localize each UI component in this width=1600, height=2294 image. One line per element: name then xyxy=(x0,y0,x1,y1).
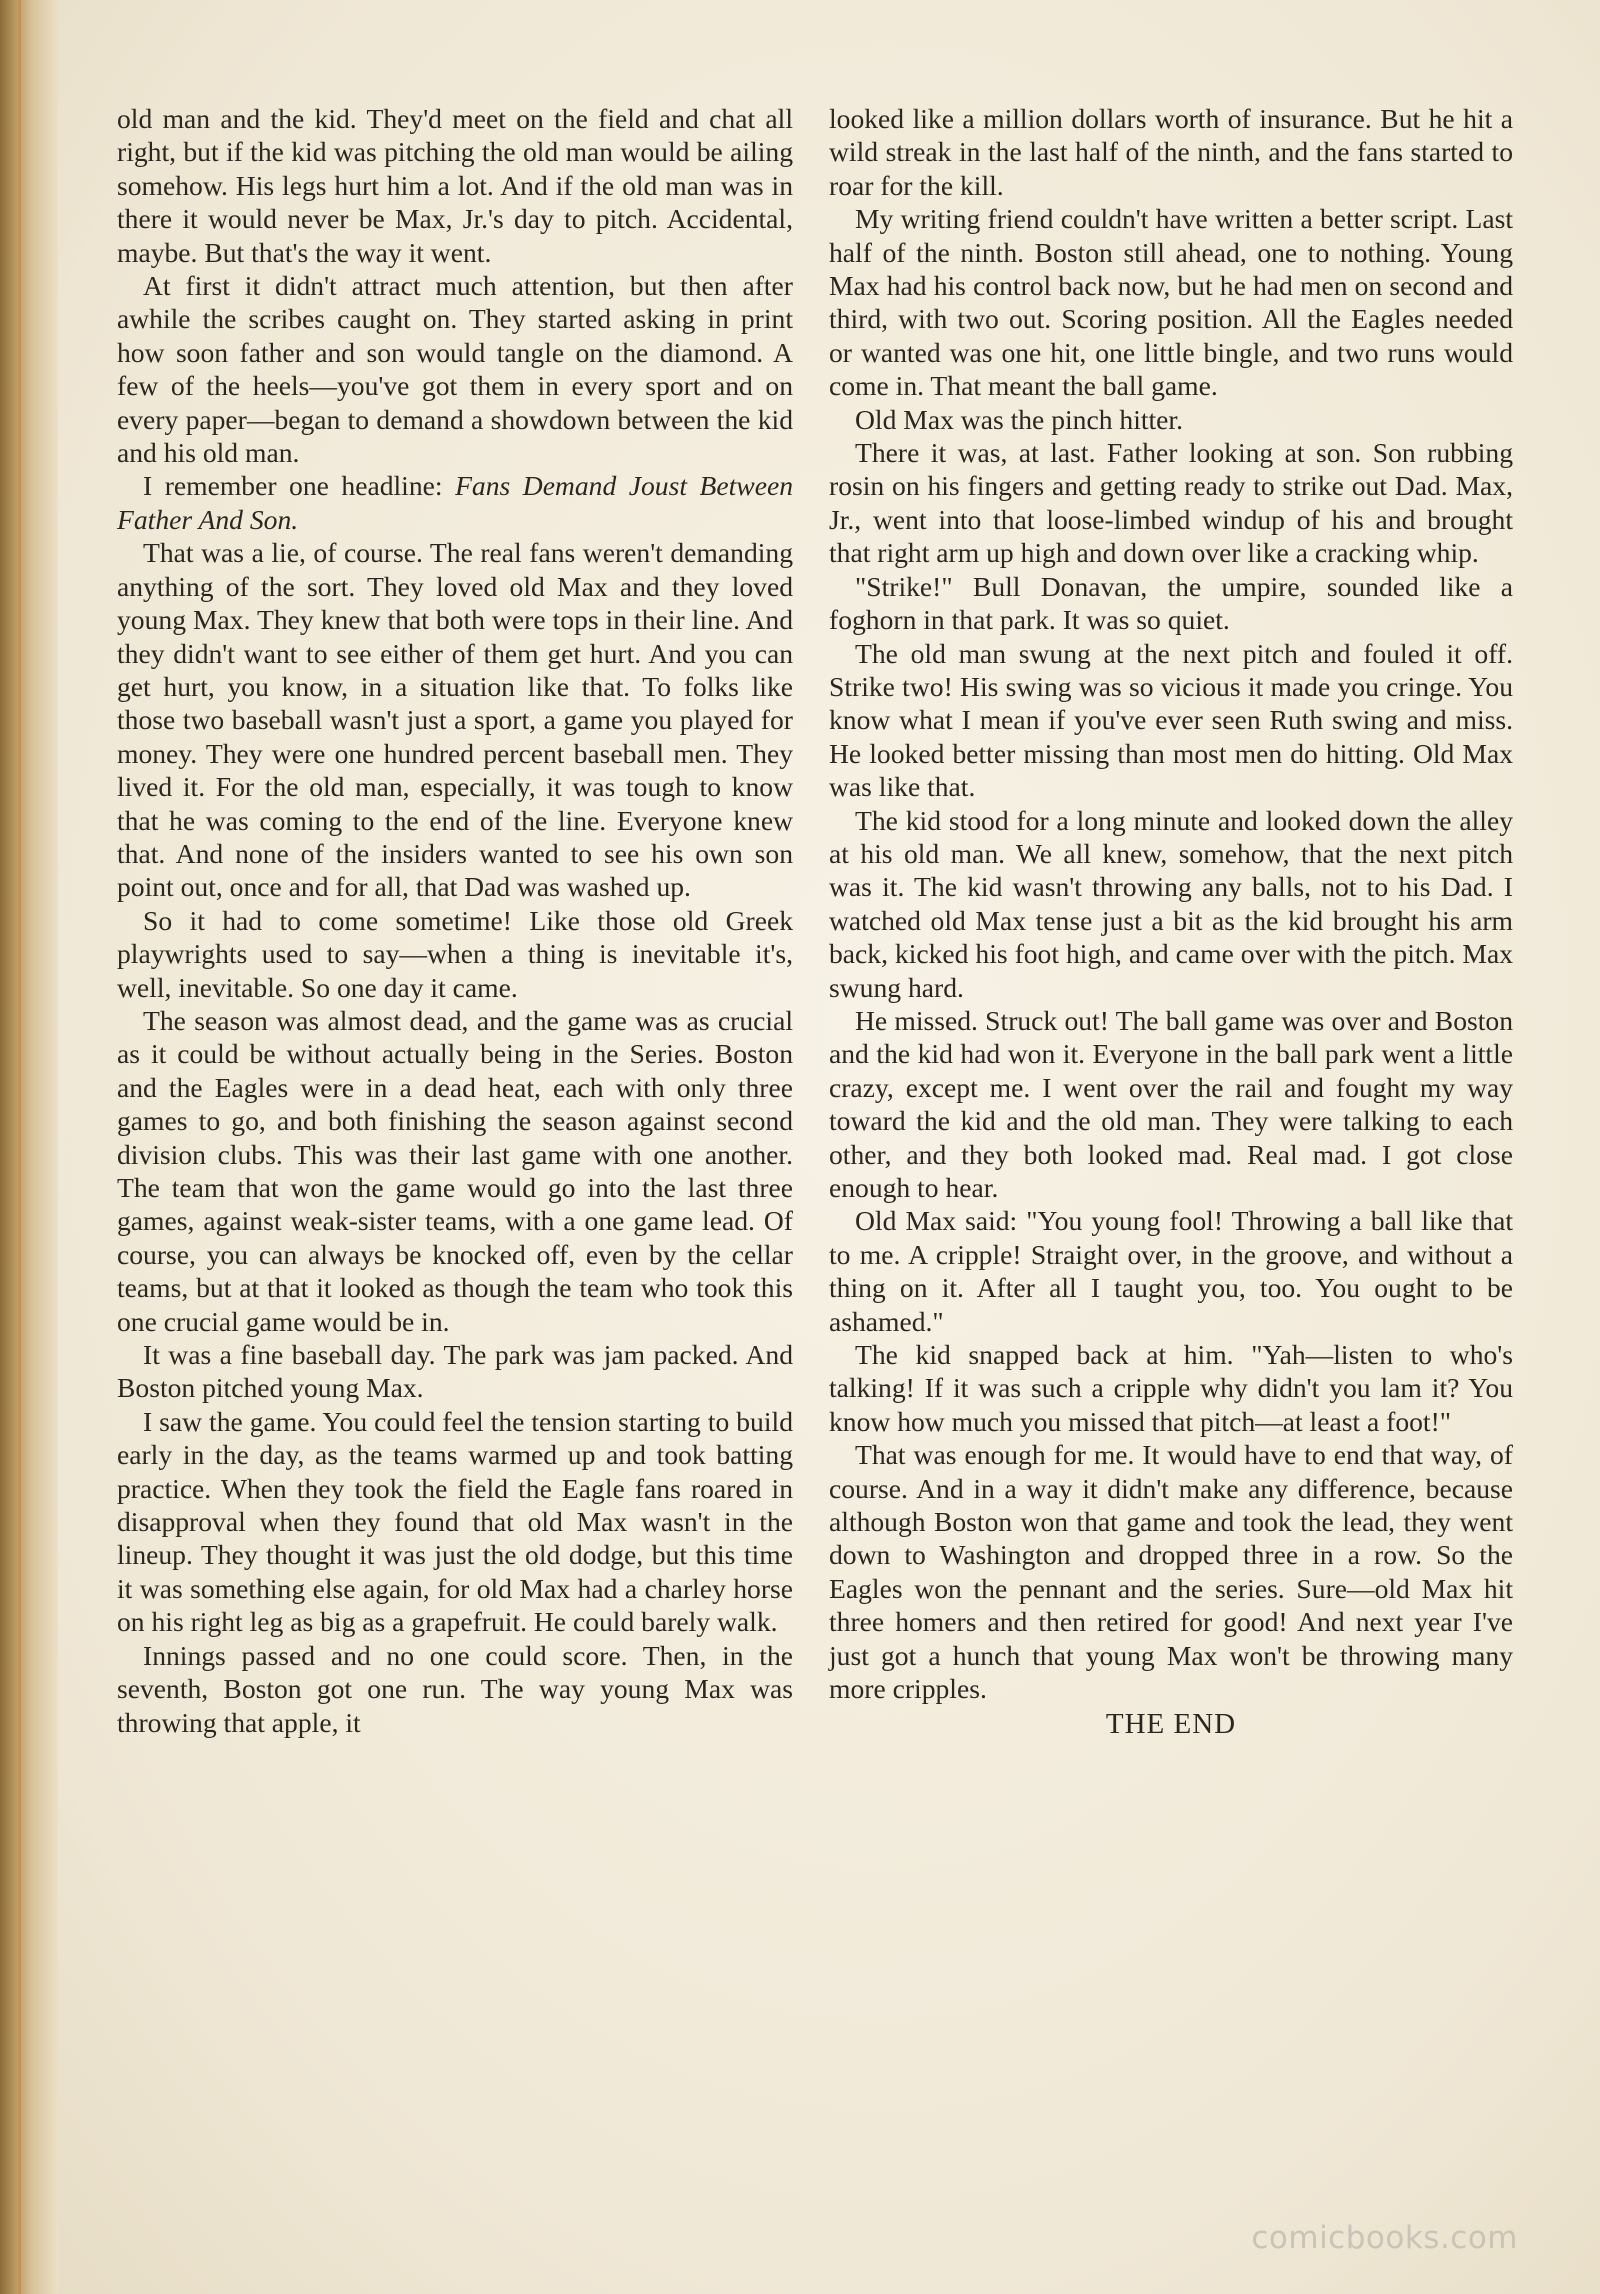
quoted-headline: Fans Demand Joust Between Father And Son. xyxy=(117,470,793,535)
paragraph: old man and the kid. They'd meet on the field and chat all right, but if the kid was pitching the old man would be ailing somehow. His legs hurt him a lot. And if the old man was in there it would never be Max, Jr.'s day to pitch. Accidental, maybe. But that's the way it went. xyxy=(117,103,793,268)
paragraph: He missed. Struck out! The ball game was over and Boston and the kid had won it. Everyone in the ball park went a little crazy, except me. I went over the rail and fought my way toward the kid and the old man. They were talking to each other, and they both looked mad. Real mad. I got close enough to hear. xyxy=(829,1004,1513,1203)
spine-crease xyxy=(18,0,21,2294)
headline-paragraph xyxy=(117,469,793,536)
paragraph: "Strike!" Bull Donavan, the umpire, sounded like a foghorn in that park. It was so quiet. xyxy=(829,570,1513,636)
paragraph: looked like a million dollars worth of insurance. But he hit a wild streak in the last half of the ninth, and the fans started to roar for the kill. xyxy=(829,103,1513,201)
paragraph: Innings passed and no one could score. Then, in the seventh, Boston got one run. The way young Max was throwing that apple, it xyxy=(117,1639,793,1738)
paragraph: My writing friend couldn't have written a better script. Last half of the ninth. Boston still ahead, one to nothing. Young Max had his control back now, but he had men on second and third, with two out. Scoring position. All the Eagles needed or wanted was one hit, one little bingle, and two runs would come in. That meant the ball game. xyxy=(829,203,1513,402)
paragraph: At first it didn't attract much attention, but then after awhile the scribes caught on. They started asking in print how soon father and son would tangle on the diamond. A few of the heels—you've got them in every sport and on every paper—began to demand a showdown between the kid and his old man. xyxy=(117,270,793,469)
paragraph: Old Max said: "You young fool! Throwing a ball like that to me. A cripple! Straight over, in the groove, and without a thing on it. After all I taught you, too. You ought to be ashamed." xyxy=(829,1205,1513,1337)
site-watermark: comicbooks.com xyxy=(1251,2220,1518,2256)
paragraph: There it was, at last. Father looking at son. Son rubbing rosin on his fingers and getting ready to strike out Dad. Max, Jr., went into that loose-limbed windup of his and brought that right arm up high and down over like a cracking whip. xyxy=(829,437,1513,569)
paragraph: The kid stood for a long minute and looked down the alley at his old man. We all knew, somehow, that the next pitch was it. The kid wasn't throwing any balls, not to his Dad. I watched old Max tense just a bit as the kid brought his arm back, kicked his foot high, and came over with the pitch. Max swung hard. xyxy=(829,804,1513,1003)
page-spine-edge xyxy=(0,0,58,2294)
paragraph-text: I remember one headline: xyxy=(143,470,456,502)
right-text-column xyxy=(829,102,1513,1741)
paragraph: Old Max was the pinch hitter. xyxy=(855,403,1183,435)
paragraph: It was a fine baseball day. The park was jam packed. And Boston pitched young Max. xyxy=(117,1339,793,1404)
paragraph: The kid snapped back at him. "Yah—listen to who's talking! If it was such a cripple why didn't you lam it? You know how much you missed that pitch—at least a foot!" xyxy=(829,1339,1513,1437)
paragraph: I saw the game. You could feel the tension starting to build early in the day, as the teams warmed up and took batting practice. When they took the field the Eagle fans roared in disapproval when they found that old Max wasn't in the lineup. They thought it was just the old dodge, but this time it was something else again, for old Max had a charley horse on his right leg as big as a grapefruit. He could barely walk. xyxy=(117,1405,793,1638)
left-text-column xyxy=(117,102,793,1739)
paragraph: That was enough for me. It would have to end that way, of course. And in a way it didn't make any difference, because although Boston won that game and took the lead, they went down to Washington and dropped three in a row. So the Eagles won the pennant and the series. Sure—old Max hit three homers and then retired for good! And next year I've just got a hunch that young Max won't be throwing many more cripples. xyxy=(829,1439,1513,1705)
paragraph: So it had to come sometime! Like those old Greek playwrights used to say—when a thing is inevitable it's, well, inevitable. So one day it came. xyxy=(117,904,793,1003)
paragraph: The season was almost dead, and the game was as crucial as it could be without actually being in the Series. Boston and the Eagles were in a dead heat, each with only three games to go, and both finishing the season against second division clubs. This was their last game with one another. The team that won the game would go into the last three games, against weak-sister teams, with a one game lead. Of course, you can always be knocked off, even by the cellar teams, but at that it looked as though the team who took this one crucial game would be in. xyxy=(117,1004,793,1337)
paragraph: The old man swung at the next pitch and fouled it off. Strike two! His swing was so vicious it made you cringe. You know what I mean if you've ever seen Ruth swing and miss. He looked better missing than most men do hitting. Old Max was like that. xyxy=(829,637,1513,803)
paragraph: That was a lie, of course. The real fans weren't demanding anything of the sort. They loved old Max and they loved young Max. They knew that both were tops in their line. And they didn't want to see either of them get hurt. And you can get hurt, you know, in a situation like that. To folks like those two baseball wasn't just a sport, a game you played for money. They were one hundred percent baseball men. They lived it. For the old man, especially, it was tough to know that he was coming to the end of the line. Everyone knew that. And none of the insiders wanted to see his own son point out, once and for all, that Dad was washed up. xyxy=(117,537,793,903)
story-end-marker: THE END xyxy=(1105,1707,1237,1740)
